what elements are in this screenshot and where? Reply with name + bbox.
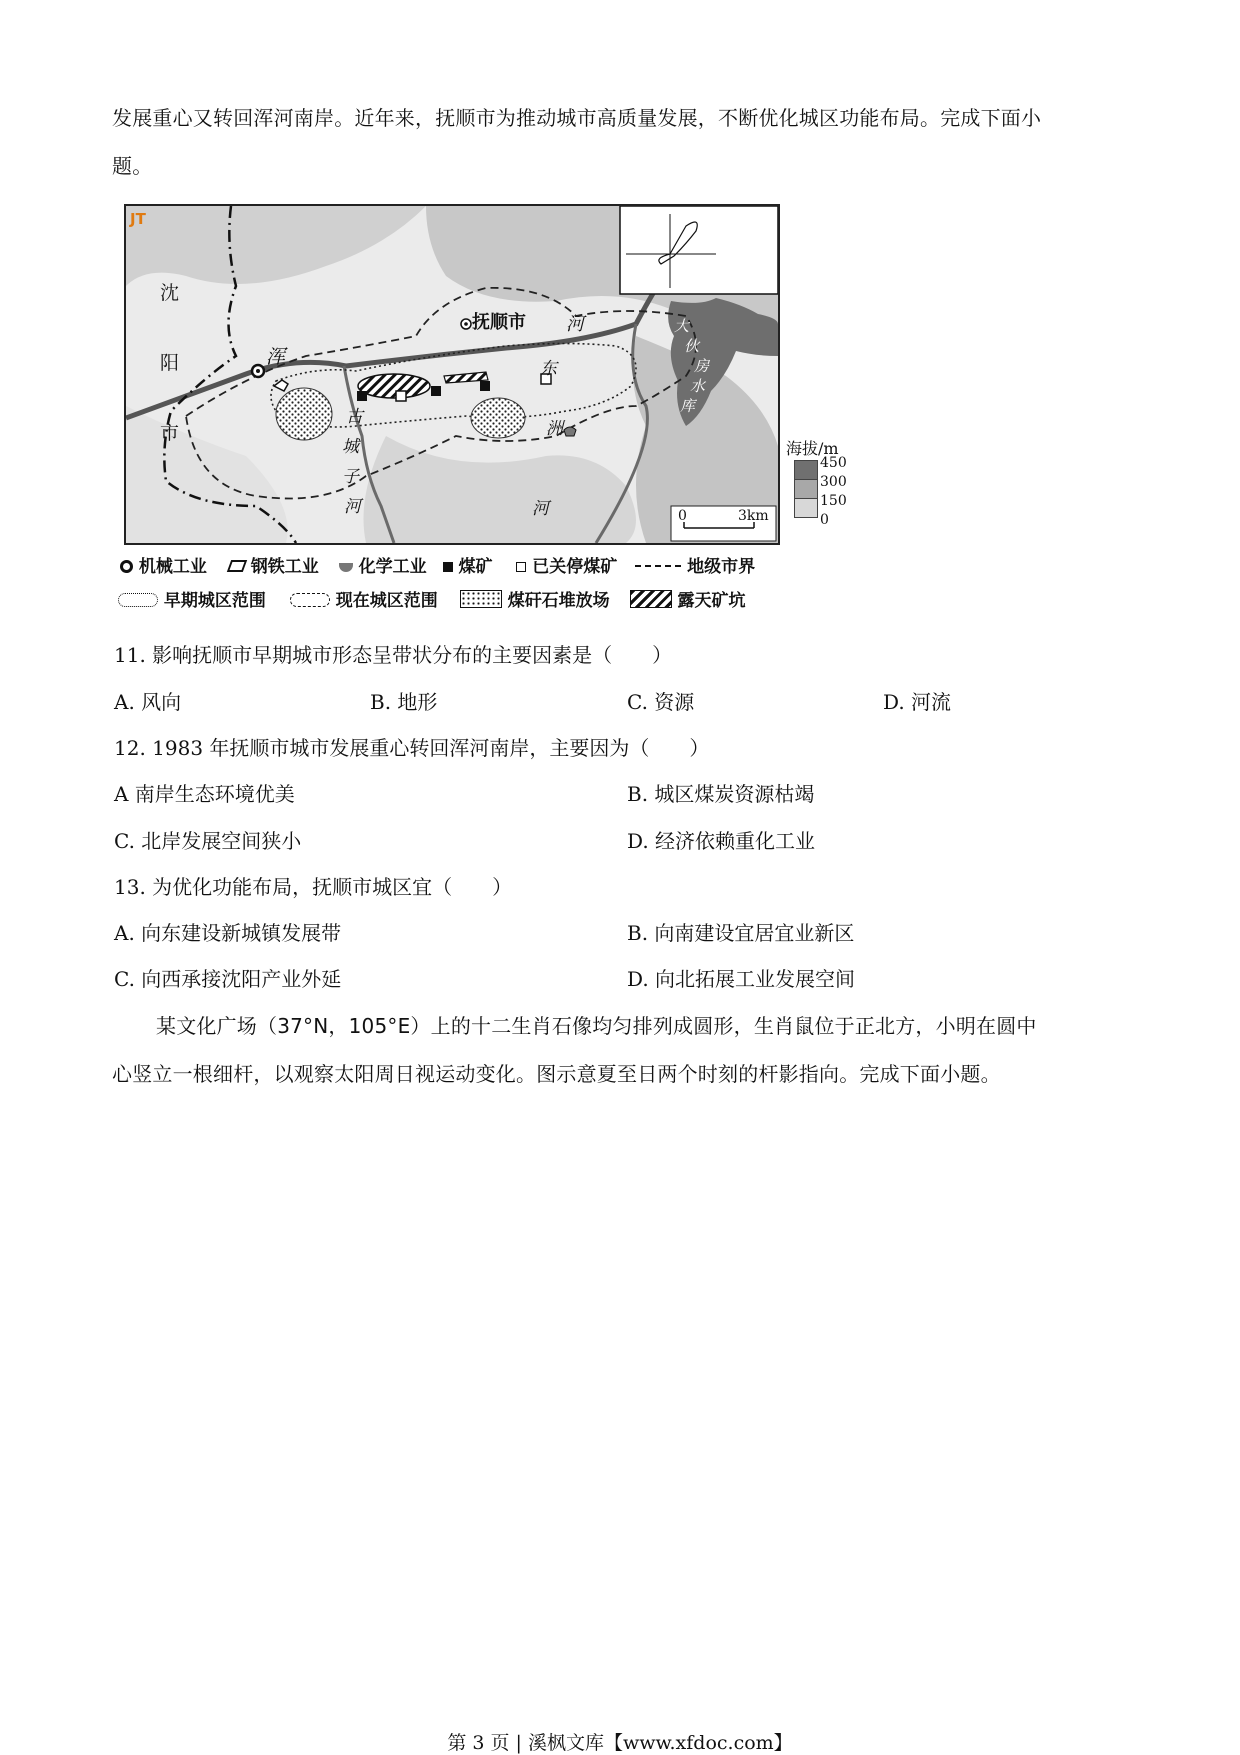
stipple-swatch-icon	[460, 590, 502, 608]
question-12-stem: 12. 1983 年抚顺市城市发展重心转回浑河南岸，主要因为（ ）	[114, 736, 710, 760]
coal-mine-1	[357, 391, 367, 401]
open-pit-mine-west	[358, 374, 430, 398]
closed-coal-mine-1	[396, 391, 406, 401]
intro-paragraph	[112, 94, 1122, 190]
elevation-swatch-low	[794, 499, 818, 518]
legend-label-machinery: 机械工业	[138, 557, 207, 577]
question-12-option-d: D. 经济依赖重化工业	[627, 829, 816, 853]
label-guchengzi: 古 城 子 河	[342, 407, 363, 517]
label-he-east: 河	[532, 499, 549, 519]
label-reservoir: 大 伙 房 水 库	[674, 317, 710, 415]
chemical-industry-symbol	[564, 427, 576, 436]
dash-dot-line-icon	[635, 565, 681, 567]
next-passage-line-2: 心竖立一根细杆，以观察太阳周日视运动变化。图示意夏至日两个时刻的杆影指向。完成下面小题。	[112, 1062, 1001, 1086]
intro-line-2: 题。	[112, 154, 153, 178]
legend-label-boundary: 地级市界	[687, 557, 756, 577]
question-13-option-a: A. 向东建设新城镇发展带	[114, 921, 342, 945]
legend-row-1	[120, 552, 755, 577]
steel-icon	[227, 560, 247, 572]
dotted-outline-icon	[118, 593, 158, 607]
gear-icon	[120, 560, 133, 573]
legend-label-steel: 钢铁工业	[250, 557, 319, 577]
question-11-option-c: C. 资源	[627, 690, 695, 714]
label-zhou: 洲	[546, 419, 563, 439]
elevation-swatch-high	[794, 460, 818, 480]
label-shenyang: 沈 阳 市	[160, 282, 180, 444]
elevation-legend-title: 海拔/m	[786, 439, 839, 458]
question-13-option-c: C. 向西承接沈阳产业外延	[114, 967, 342, 991]
map-frame	[124, 204, 780, 545]
filled-square-icon	[443, 562, 453, 572]
hatch-swatch-icon	[630, 590, 672, 608]
chemical-icon	[339, 563, 353, 572]
legend-row-2	[118, 586, 745, 611]
legend-label-closed-mine: 已关停煤矿	[532, 557, 618, 577]
question-11-option-b: B. 地形	[370, 690, 438, 714]
logo-mark: JT	[130, 210, 146, 228]
fushun-map-figure	[124, 204, 854, 614]
intro-line-1: 发展重心又转回浑河南岸。近年来，抚顺市为推动城市高质量发展，不断优化城区功能布局。完成下面小	[112, 106, 1042, 130]
question-13-option-b: B. 向南建设宜居宜业新区	[627, 921, 855, 945]
question-13-option-d: D. 向北拓展工业发展空间	[627, 967, 856, 991]
scale-label-km: 3km	[738, 508, 769, 524]
empty-square-icon	[516, 562, 526, 572]
page-footer: 第 3 页 | 溪枫文库【www.xfdoc.com】	[447, 1732, 793, 1754]
legend-label-gangue: 煤矸石堆放场	[507, 591, 610, 611]
question-12-option-a: A 南岸生态环境优美	[114, 782, 295, 806]
label-fushun: 抚顺市	[472, 312, 526, 333]
label-dong: 东	[540, 359, 557, 379]
label-he-north: 河	[566, 314, 584, 335]
coal-mine-2	[431, 386, 441, 396]
elevation-swatch-mid	[794, 480, 818, 499]
question-11-option-d: D. 河流	[883, 690, 952, 714]
question-13-stem: 13. 为优化功能布局，抚顺市城区宜（ ）	[114, 875, 513, 899]
legend-label-open-pit: 露天矿坑	[677, 591, 746, 611]
gangue-pile-west	[276, 388, 332, 440]
coal-mine-3	[480, 381, 490, 391]
legend-label-coal-mine: 煤矿	[458, 557, 493, 577]
gangue-pile-east	[471, 398, 525, 438]
question-12-option-b: B. 城区煤炭资源枯竭	[627, 782, 815, 806]
question-11-stem: 11. 影响抚顺市早期城市形态呈带状分布的主要因素是（ ）	[114, 643, 673, 667]
legend-label-chemical: 化学工业	[358, 557, 427, 577]
question-12-option-c: C. 北岸发展空间狭小	[114, 829, 302, 853]
elevation-legend	[794, 455, 847, 528]
elevation-ticks: 450 300 150 0	[820, 455, 847, 528]
legend-label-current-city: 现在城区范围	[335, 591, 438, 611]
next-passage-line-1: 某文化广场（37°N，105°E）上的十二生肖石像均匀排列成圆形，生肖鼠位于正北方，小明在圆中	[156, 1014, 1037, 1038]
dashed-outline-icon	[290, 593, 330, 607]
label-hun: 浑	[266, 346, 286, 368]
legend-label-early-city: 早期城区范围	[163, 591, 266, 611]
wind-rose-inset	[620, 206, 778, 294]
next-passage	[112, 1002, 1122, 1098]
scale-label-zero: 0	[678, 508, 687, 524]
question-11-option-a: A. 风向	[114, 690, 182, 714]
